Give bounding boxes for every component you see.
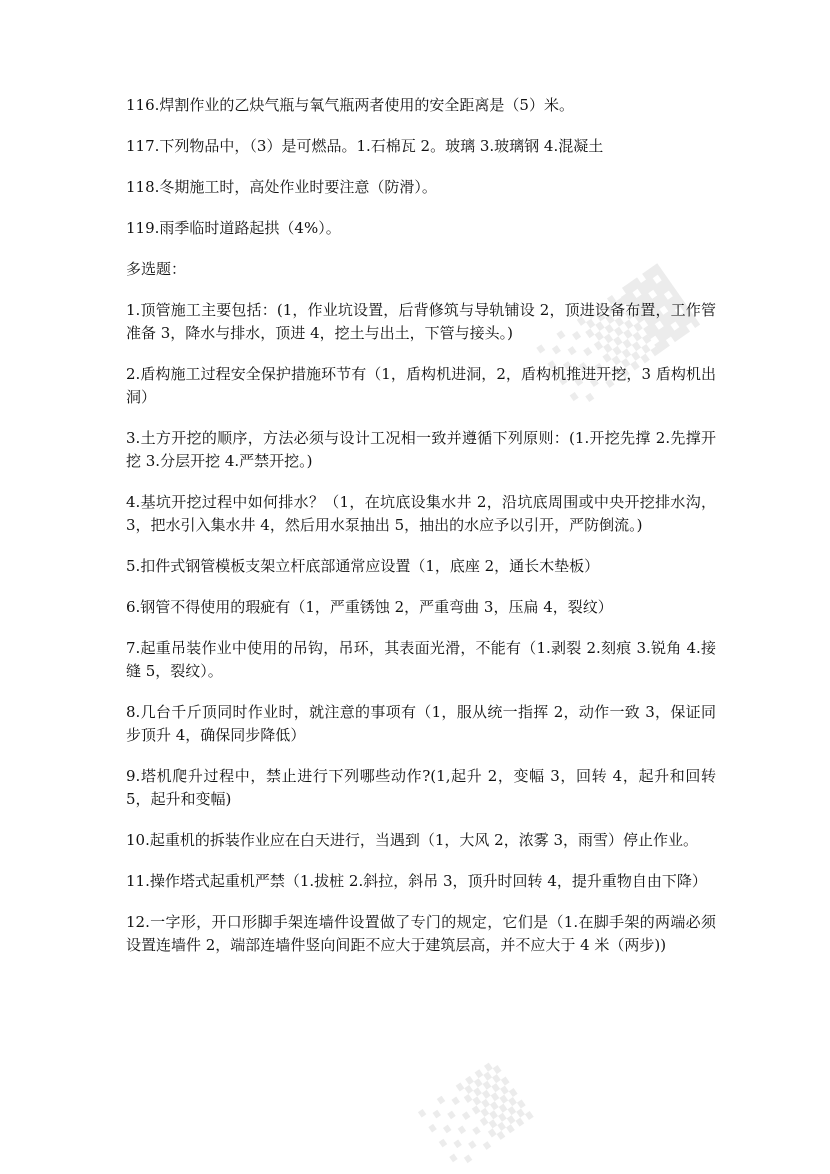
multi-question-5: 5.扣件式钢管模板支架立杆底部通常应设置（1，底座 2，通长木垫板） [126, 557, 600, 575]
multi-question-8: 8.几台千斤顶同时作业时，就注意的事项有（1，服从统一指挥 2，动作一致 3，保证同步顶升 4，确保同步降低） [126, 703, 716, 744]
document-body [126, 94, 716, 975]
multi-question-9: 9.塔机爬升过程中，禁止进行下列哪些动作?(1,起升 2，变幅 3，回转 4，起升和回转 5，起升和变幅) [126, 767, 716, 808]
question-116: 116.焊割作业的乙炔气瓶与氧气瓶两者使用的安全距离是（5）米。 [126, 96, 574, 114]
question-117: 117.下列物品中，（3）是可燃品。1.石棉瓦 2。玻璃 3.玻璃钢 4.混凝土 [126, 137, 604, 155]
multi-question-6: 6.钢管不得使用的瑕疵有（1，严重锈蚀 2，严重弯曲 3，压扁 4，裂纹） [126, 598, 613, 616]
section-heading-multiple-choice: 多选题： [126, 260, 187, 278]
multi-question-12: 12.一字形，开口形脚手架连墙件设置做了专门的规定，它们是（1.在脚手架的两端必须设置连墙件 2，端部连墙件竖向间距不应大于建筑层高，并不应大于 4 米（两步)) [126, 913, 716, 954]
question-119: 119.雨季临时道路起拱（4%）。 [126, 219, 341, 237]
multi-question-1: 1.顶管施工主要包括：(1，作业坑设置，后背修筑与导轨铺设 2，顶进设备布置，工作管准备 3，降水与排水，顶进 4，挖土与出土，下管与接头。) [126, 301, 716, 342]
multi-question-7: 7.起重吊装作业中使用的吊钩，吊环，其表面光滑，不能有（1.剥裂 2.刻痕 3.锐角 4.接缝 5，裂纹）。 [126, 639, 716, 680]
question-118: 118.冬期施工时，高处作业时要注意（防滑）。 [126, 178, 437, 196]
multi-question-2: 2.盾构施工过程安全保护措施环节有（1，盾构机进洞，2，盾构机推进开挖，3 盾构机出洞） [126, 365, 716, 406]
watermark: ░▒ [418, 1059, 535, 1171]
multi-question-11: 11.操作塔式起重机严禁（1.拔桩 2.斜拉，斜吊 3，顶升时回转 4，提升重物自由下降） [126, 872, 707, 890]
multi-question-10: 10.起重机的拆装作业应在白天进行，当遇到（1，大风 2，浓雾 3，雨雪）停止作业。 [126, 831, 699, 849]
watermark: ░▒▓ [537, 264, 701, 410]
multi-question-3: 3.土方开挖的顺序，方法必须与设计工况相一致并遵循下列原则：(1.开挖先撑 2.先撑开挖 3.分层开挖 4.严禁开挖。) [126, 429, 716, 470]
multi-question-4: 4.基坑开挖过程中如何排水？（1，在坑底设集水井 2，沿坑底周围或中央开挖排水沟，3，把水引入集水井 4，然后用水泵抽出 5，抽出的水应予以引开，严防倒流。) [126, 493, 716, 534]
